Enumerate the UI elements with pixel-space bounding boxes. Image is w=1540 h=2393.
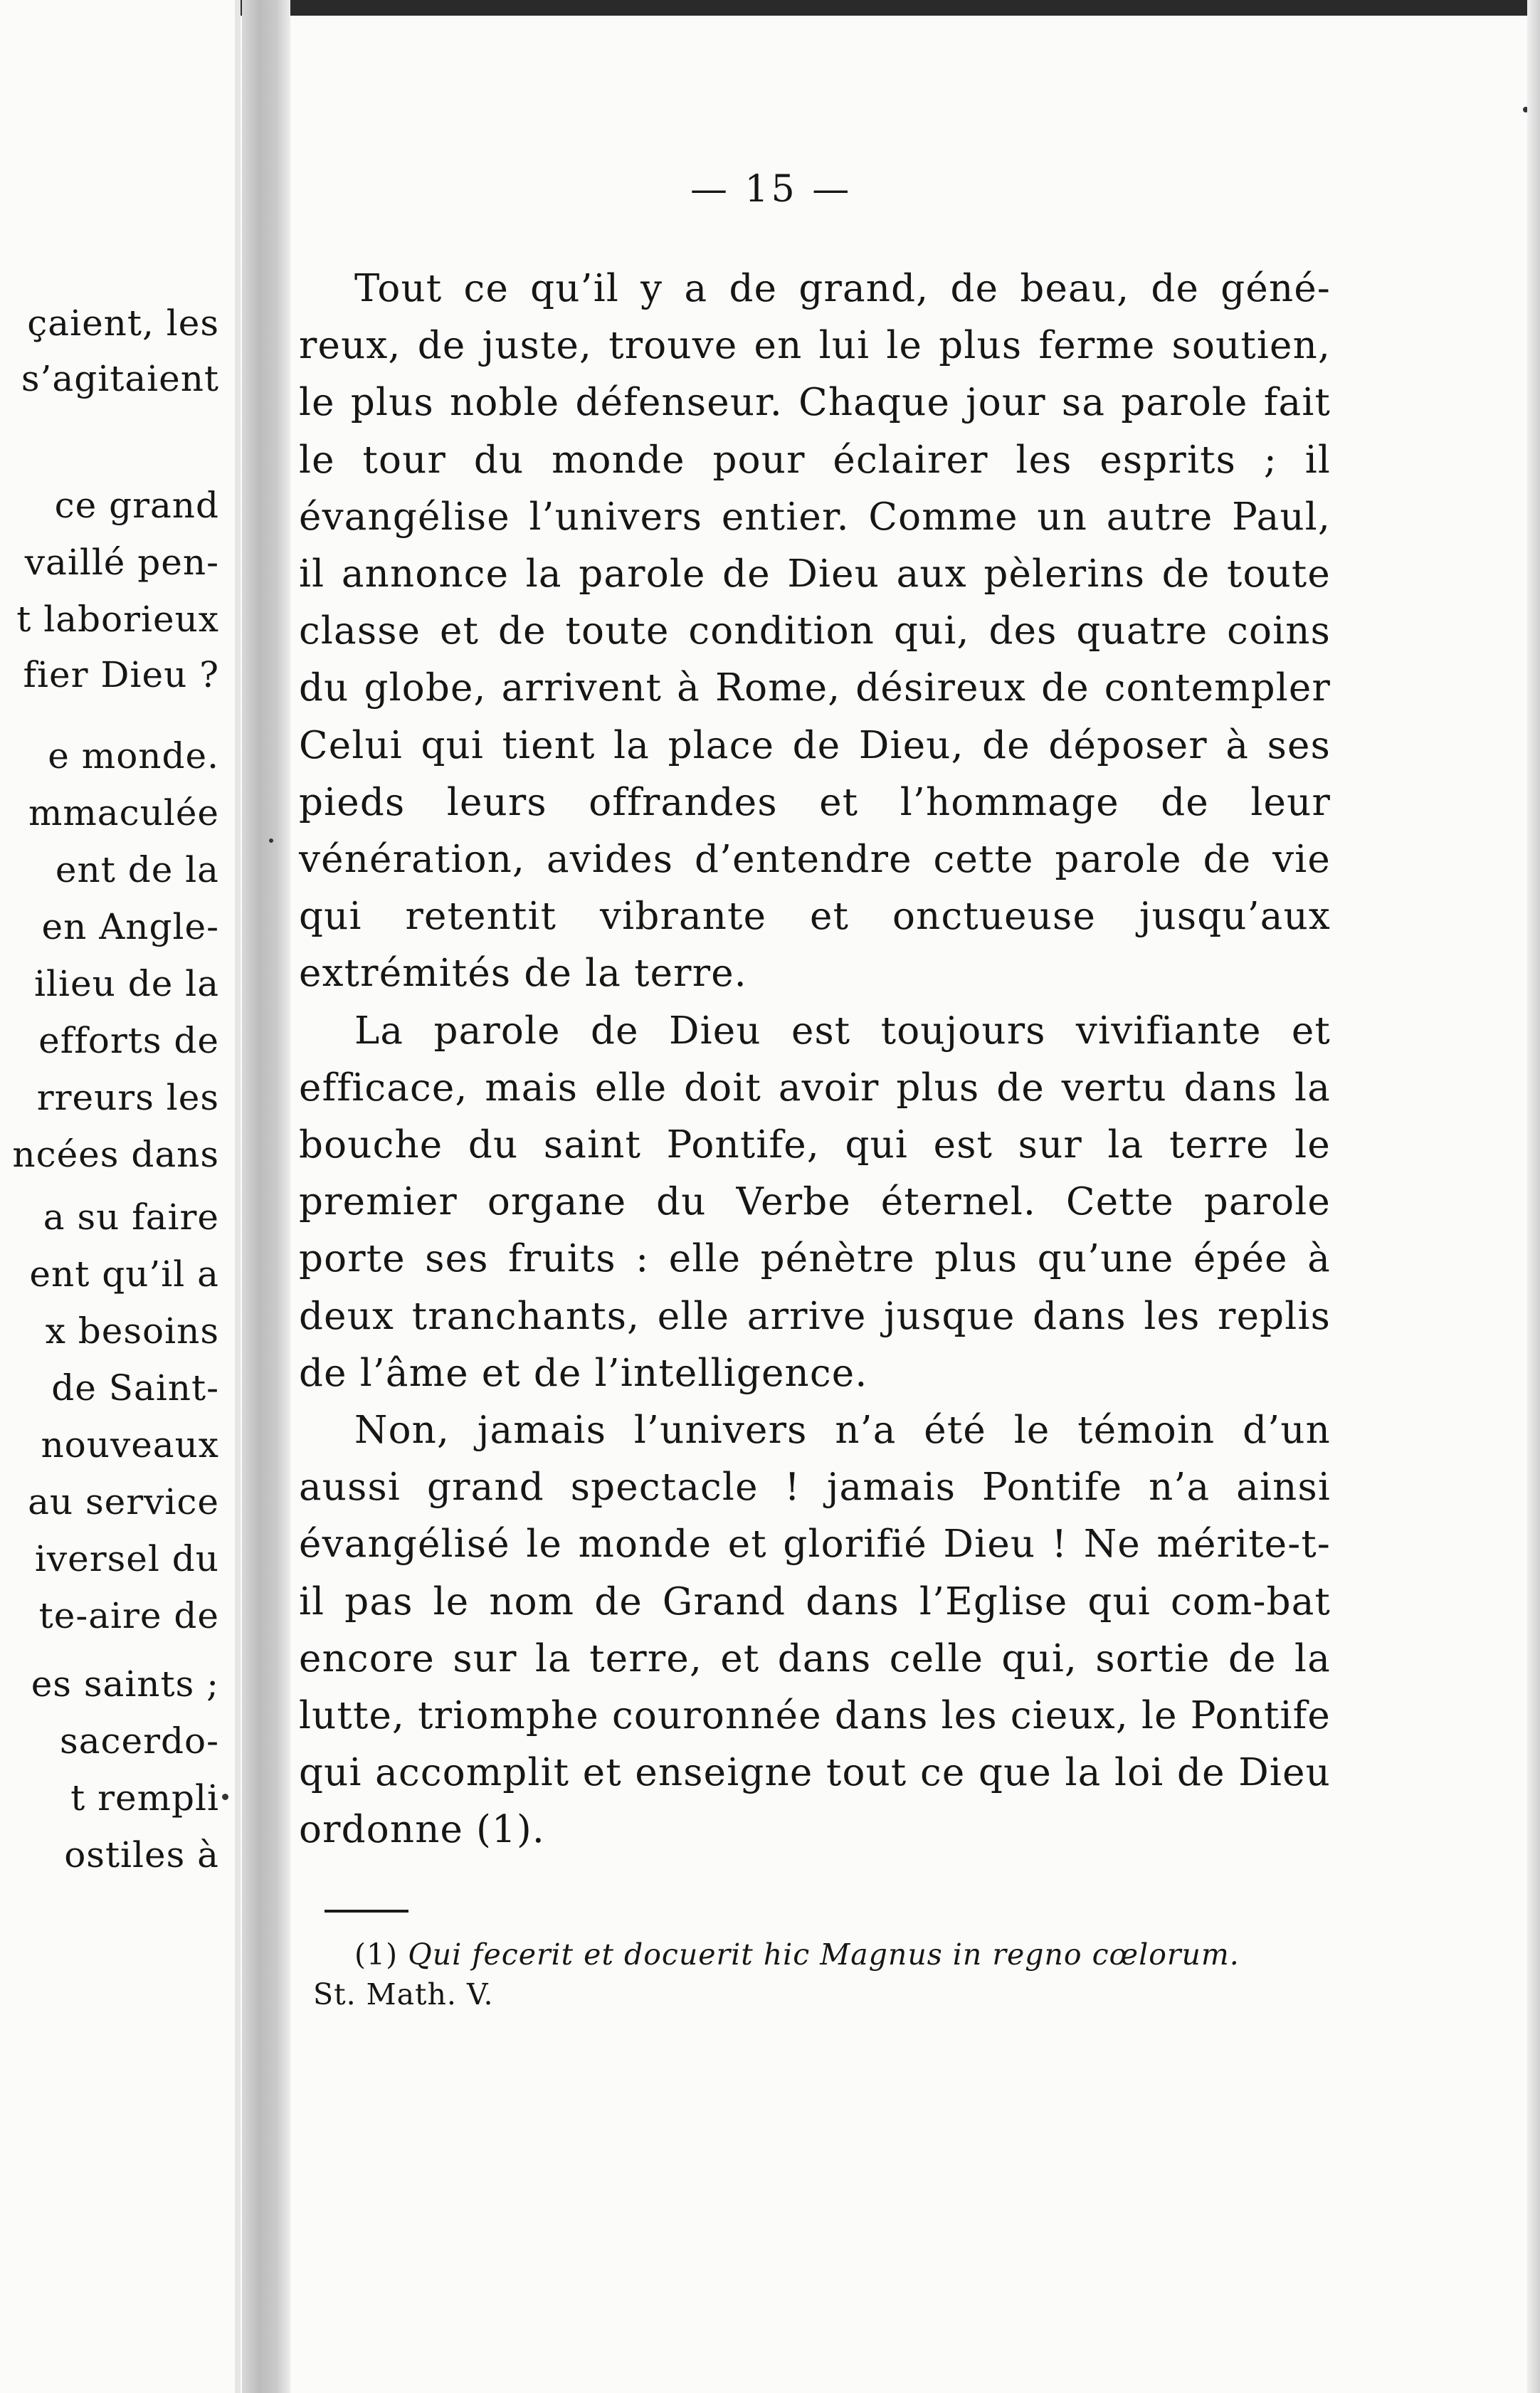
footnote-quote: Qui fecerit et docuerit hic Magnus in regno cœlorum. [408, 1937, 1240, 1972]
left-page-line: a su faire [43, 1196, 219, 1238]
left-page-line: vaillé pen- [24, 542, 219, 583]
left-page-line: ostiles à [64, 1834, 219, 1876]
left-page-line: ce grand [54, 485, 219, 526]
left-page-line: mmaculée [28, 792, 219, 833]
left-page-line: çaient, les [27, 303, 219, 344]
footnote-rule [325, 1910, 408, 1913]
scan-top-border [235, 0, 1540, 16]
scan-speck [222, 1794, 228, 1800]
left-page-line: au service [28, 1481, 219, 1522]
left-page-line: nouveaux [41, 1424, 219, 1466]
left-page-line: e monde. [48, 735, 219, 777]
left-page-line: ent de la [55, 849, 219, 890]
left-page-line: te-aire de [38, 1595, 219, 1636]
page-number: — 15 — [690, 168, 853, 211]
left-page-line: x besoins [45, 1310, 219, 1352]
paragraph: Tout ce qu’il y a de grand, de beau, de géné-reux, de juste, trouve en lui le plus ferme soutien, le plus noble défenseur. Chaque jour sa parole fait le tour du monde pour éclairer les esprits ; il évangélise l’univers entier. Comme un autre Paul, il annonce la parole de Dieu aux pèlerins de toute classe et de toute condition qui, des quatre coins du globe, arrivent à Rome, désireux de contempler Celui qui tient la place de Dieu, de déposer à ses pieds leurs offrandes et l’hommage de leur vénération, avides d’entendre cette parole de vie qui retentit vibrante et onctueuse jusqu’aux extrémités de la terre. [299, 267, 1331, 996]
left-page-line: ncées dans [12, 1134, 219, 1175]
left-page-line: t laborieux [16, 599, 219, 640]
left-page-line: en Angle- [41, 906, 219, 947]
scan-right-edge [1527, 0, 1540, 2393]
left-page-cropped [0, 0, 235, 2393]
left-page-line: rreurs les [36, 1077, 219, 1118]
paragraph: Non, jamais l’univers n’a été le témoin d’un aussi grand spectacle ! jamais Pontife n’a ainsi évangélisé le monde et glorifié Dieu ! Ne mérite-t-il pas le nom de Grand dans l’Eglise qui com-bat encore sur la terre, et dans celle qui, sortie de la lutte, triomphe couronnée dans les cieux, le Pontife qui accomplit et enseigne tout ce que la loi de Dieu ordonne (1). [299, 1409, 1331, 1852]
left-page-line: ent qu’il a [29, 1253, 219, 1295]
footnote [313, 1935, 1352, 2014]
paragraph: La parole de Dieu est toujours vivifiante et efficace, mais elle doit avoir plus de vertu dans la bouche du saint Pontife, qui est sur la terre le premier organe du Verbe éternel. Cette parole porte ses fruits : elle pénètre plus qu’une épée à deux tranchants, elle arrive jusque dans les replis de l’âme et de l’intelligence. [299, 1009, 1331, 1395]
page-gutter-edge [235, 0, 241, 2393]
footnote-source: St. Math. V. [313, 1977, 494, 2011]
left-page-line: s’agitaient [21, 358, 219, 399]
left-page-line: efforts de [38, 1020, 219, 1061]
left-page-line: de Saint- [51, 1367, 219, 1409]
scan-speck [269, 838, 273, 843]
left-page-line: iversel du [34, 1538, 219, 1579]
left-page-line: es saints ; [31, 1663, 219, 1705]
left-page-line: fier Dieu ? [23, 654, 219, 695]
footnote-marker: (1) [354, 1937, 399, 1972]
page-body [299, 261, 1331, 1859]
left-page-line: t rempli [70, 1777, 219, 1819]
left-page-line: ilieu de la [34, 963, 219, 1004]
left-page-line: sacerdo- [60, 1720, 219, 1762]
book-gutter-shadow [242, 0, 290, 2393]
footnote-line [313, 1935, 1352, 1974]
